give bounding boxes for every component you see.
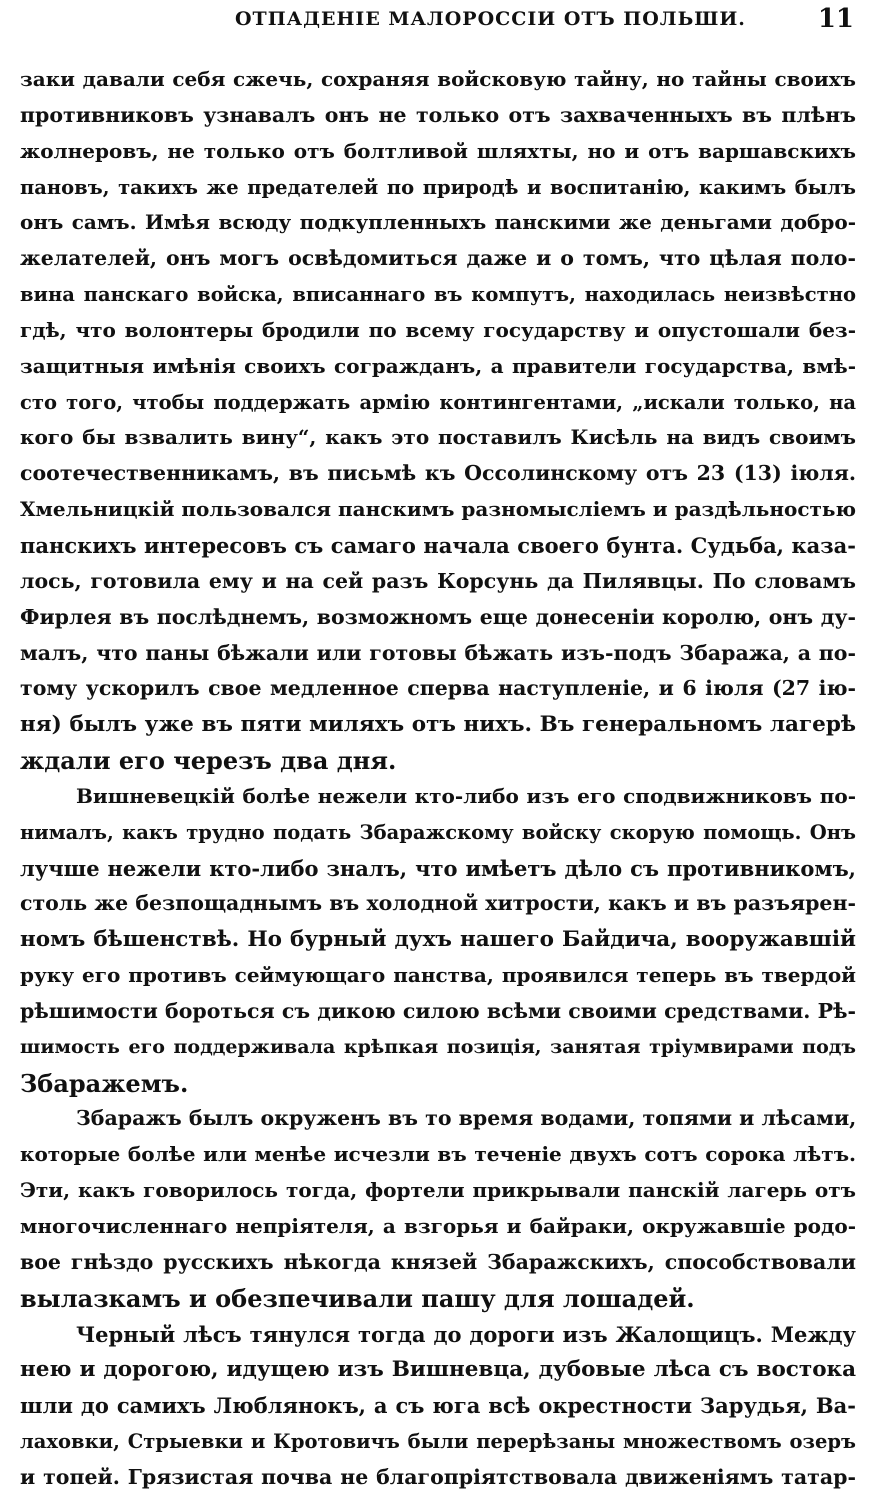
text-line: соотечественникамъ, въ письмѣ къ Оссолинскому отъ 23 (13) іюля. <box>20 461 856 486</box>
text-line: противниковъ узнавалъ онъ не только отъ захваченныхъ въ плѣнъ <box>20 102 856 127</box>
text-line: тому ускорилъ свое медленное сперва наступленіе, и 6 іюля (27 ію- <box>20 676 856 701</box>
text-line: Хмельницкій пользовался панскимъ разномысліемъ и раздѣльностью <box>20 497 856 522</box>
text-line: кого бы взвалить вину“, какъ это поставилъ Кисѣль на видъ своимъ <box>20 425 856 450</box>
text-line: и топей. Грязистая почва не благопріятствовала движеніямъ татар- <box>20 1464 856 1489</box>
text-line: лучше нежели кто-либо зналъ, что имѣетъ дѣло съ противникомъ, <box>20 855 856 881</box>
paragraph-first-line: Вишневецкій болѣе нежели кто-либо изъ его сподвижниковъ по- <box>76 783 856 808</box>
text-line: лось, готовила ему и на сей разъ Корсунь да Пилявцы. По словамъ <box>20 568 856 593</box>
paragraph-last-line: ждали его черезъ два дня. <box>20 746 397 776</box>
text-line: сто того, чтобы поддержать армію контингентами, „искали только, на <box>20 390 856 414</box>
text-line: которые болѣе или менѣе исчезли въ теченіе двухъ сотъ сорока лѣтъ. <box>20 1142 856 1167</box>
page-header <box>0 0 876 50</box>
paragraph-first-line: Черный лѣсъ тянулся тогда до дороги изъ Жалощицъ. Между <box>76 1321 856 1347</box>
text-line: Фирлея въ послѣднемъ, возможномъ еще донесеніи королю, онъ ду- <box>20 604 856 629</box>
text-line: лаховки, Стрыевки и Кротовичъ были перерѣзаны множествомъ озеръ <box>20 1430 856 1454</box>
paragraph-last-line: вылазкамъ и обезпечивали пашу для лошадей. <box>20 1283 695 1313</box>
text-line: Эти, какъ говорилось тогда, фортели прикрывали панскій лагерь отъ <box>20 1178 856 1203</box>
text-line: панскихъ интересовъ съ самаго начала своего бунта. Судьба, каза- <box>20 532 856 558</box>
text-line: онъ самъ. Имѣя всюду подкупленныхъ панскими же деньгами добро- <box>20 210 856 235</box>
text-line: вое гнѣздо русскихъ нѣкогда князей Збаражскихъ, способствовали <box>20 1249 856 1274</box>
text-line: номъ бѣшенствѣ. Но бурный духъ нашего Байдича, вооружавшій <box>20 927 856 953</box>
text-line: многочисленнаго непріятеля, а взгорья и байраки, окружавшіе родо- <box>20 1214 856 1238</box>
text-line: жолнеровъ, не только отъ болтливой шляхты, но и отъ варшавскихъ <box>20 138 856 163</box>
text-line: малъ, что паны бѣжали или готовы бѣжать изъ-подъ Збаража, а по- <box>20 640 856 665</box>
text-line: нималъ, какъ трудно подать Збаражскому войску скорую помощь. Онъ <box>20 820 856 844</box>
running-title: ОТПАДЕНІЕ МАЛОРОССІИ ОТЪ ПОЛЬШИ. <box>235 8 746 30</box>
text-line: вина панскаго войска, вписаннаго въ компутъ, находилась неизвѣстно <box>20 283 856 307</box>
text-line: заки давали себя сжечь, сохраняя войсковую тайну, но тайны своихъ <box>20 67 856 91</box>
text-line: пановъ, такихъ же предателей по природѣ и воспитанію, какимъ былъ <box>20 175 856 199</box>
body-text <box>20 62 856 1496</box>
text-line: рѣшимости бороться съ дикою силою всѣми своими средствами. Рѣ- <box>20 998 856 1023</box>
text-line: руку его противъ сеймующаго панства, проявился теперь въ твердой <box>20 963 856 988</box>
paragraph-first-line: Збаражъ былъ окруженъ въ то время водами, топями и лѣсами, <box>76 1106 856 1131</box>
text-line: ня) былъ уже въ пяти миляхъ отъ нихъ. Въ генеральномъ лагерѣ <box>20 712 856 738</box>
text-line: шли до самихъ Люблянокъ, а съ юга всѣ окрестности Зарудья, Ва- <box>20 1393 856 1419</box>
text-line: желателей, онъ могъ освѣдомиться даже и о томъ, что цѣлая поло- <box>20 246 856 271</box>
text-line: защитныя имѣнія своихъ согражданъ, а правители государства, вмѣ- <box>20 353 856 378</box>
page-number: 11 <box>817 4 854 34</box>
paragraph-last-line: Збаражемъ. <box>20 1068 189 1098</box>
text-line: нею и дорогою, идущею изъ Вишневца, дубовые лѣса съ востока <box>20 1357 856 1383</box>
text-line: шимость его поддерживала крѣпкая позиція, занятая тріумвирами подъ <box>20 1035 856 1058</box>
text-line: столь же безпощаднымъ въ холодной хитрости, какъ и въ разъярен- <box>20 891 856 916</box>
text-line: гдѣ, что волонтеры бродили по всему государству и опустошали без- <box>20 317 856 342</box>
